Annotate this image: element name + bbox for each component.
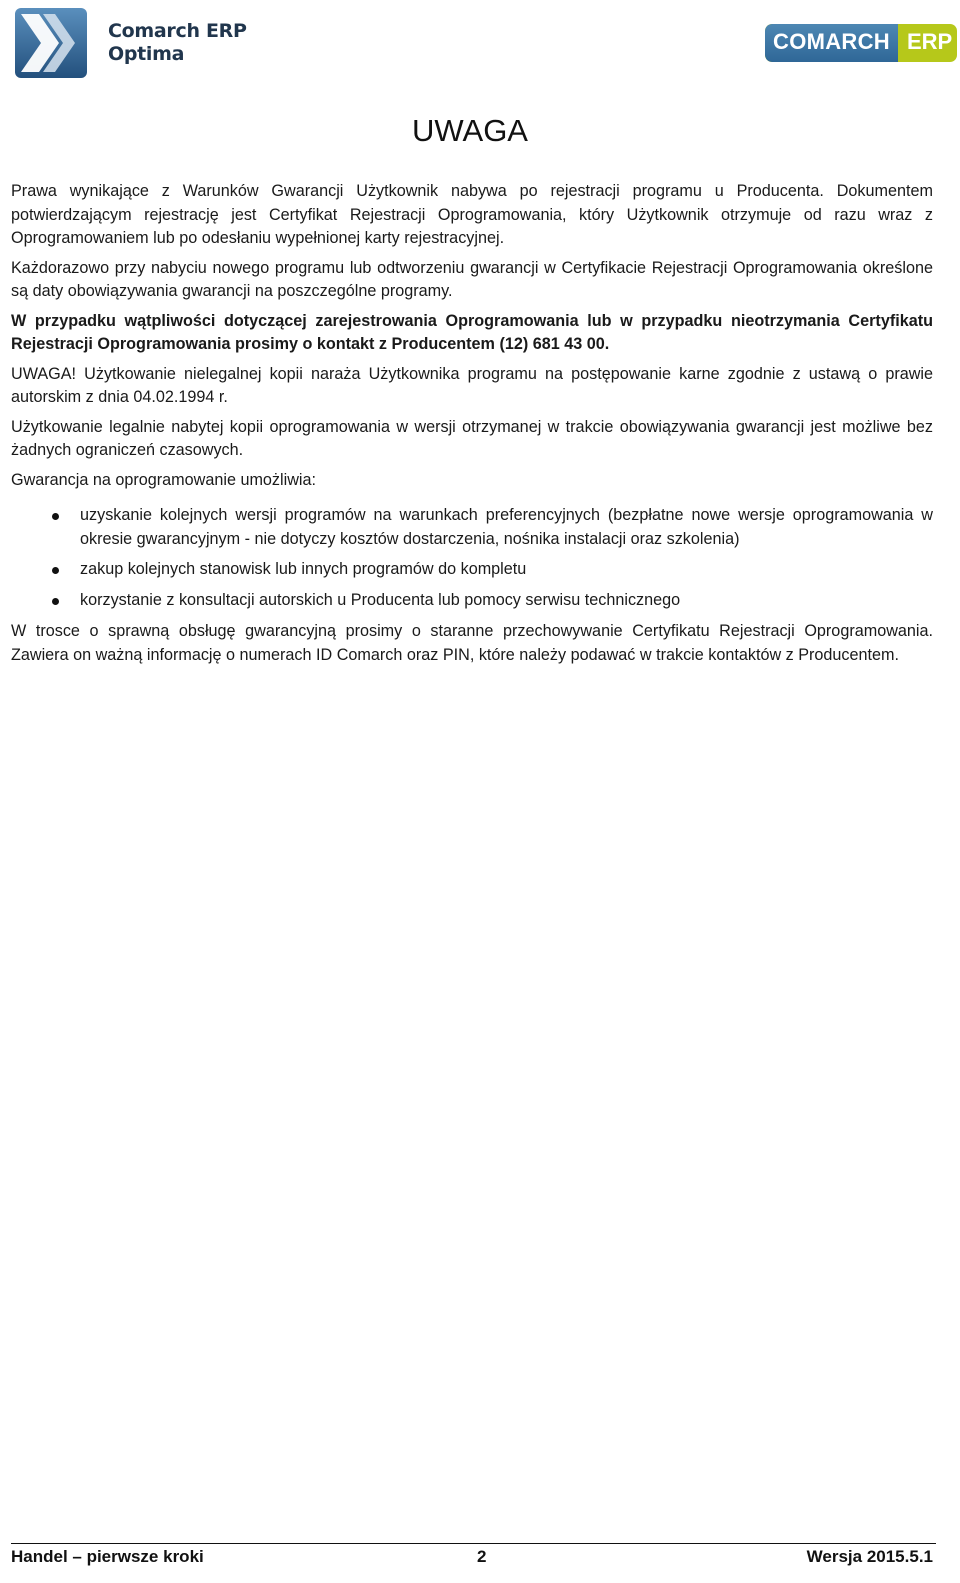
list-item-text: korzystanie z konsultacji autorskich u Producenta lub pomocy serwisu technicznego [80, 590, 681, 609]
list-item [11, 589, 933, 613]
paragraph-certificate-dates: Każdorazowo przy nabyciu nowego programu lub odtworzeniu gwarancji w Certyfikacie Rejestracji Oprogramowania określone są daty obowiązywania gwarancji na poszczególne programy. [11, 258, 933, 300]
page-footer [11, 1547, 933, 1571]
paragraph-illegal-copy-warning: UWAGA! Użytkowanie nielegalnej kopii naraża Użytkownika programu na postępowanie karne zgodnie z ustawą o prawie autorskim z dnia 04.02.1994 r. [11, 364, 933, 406]
footer-page-number: 2 [477, 1547, 487, 1566]
paragraph-registration: Prawa wynikające z Warunków Gwarancji Użytkownik nabywa po rejestracji programu u Producenta. Dokumentem potwierdzającym rejestrację jest Certyfikat Rejestracji Oprogramowania, który Użytkownik otrzymuje od razu wraz z Oprogramowaniem lub po odesłaniu wypełnionej karty rejestracyjnej. [11, 182, 933, 247]
footer-document-title: Handel – pierwsze kroki [11, 1547, 204, 1566]
comarch-logo-text: COMARCH [773, 29, 890, 54]
bullet-icon [52, 513, 59, 520]
page-title: UWAGA [412, 113, 528, 148]
list-item-text: uzyskanie kolejnych wersji programów na warunkach preferencyjnych (bezpłatne nowe wersje oprogramowania w okresie gwarancyjnym - nie dotyczy kosztów dostarczenia, nośnika instalacji oraz szkolenia) [80, 506, 933, 548]
page-header [0, 0, 960, 90]
bullet-icon [52, 567, 59, 574]
footer-divider [11, 1543, 936, 1544]
document-body [11, 180, 933, 673]
erp-logo-text: ERP [907, 29, 953, 54]
brand-line-2: Optima [108, 43, 185, 65]
paragraph-warranty-intro: Gwarancja na oprogramowanie umożliwia: [11, 470, 317, 489]
list-item [11, 558, 933, 582]
warranty-benefits-list [11, 504, 933, 612]
comarch-erp-logo [765, 24, 957, 62]
paragraph-contact: W przypadku wątpliwości dotyczącej zarejestrowania Oprogramowania lub w przypadku nieotrzymania Certyfikatu Rejestracji Oprogramowania prosimy o kontakt z Producentem (12) 681 43 00. [11, 311, 933, 353]
list-item [11, 504, 933, 551]
bullet-icon [52, 598, 59, 605]
optima-chevron-icon [15, 8, 87, 78]
comarch-erp-optima-logo [15, 8, 255, 78]
list-item-text: zakup kolejnych stanowisk lub innych programów do kompletu [80, 560, 527, 578]
footer-version: Wersja 2015.5.1 [806, 1547, 933, 1566]
brand-line-1: Comarch ERP [108, 20, 247, 42]
paragraph-closing: W trosce o sprawną obsługę gwarancyjną prosimy o staranne przechowywanie Certyfikatu Rejestracji Oprogramowania. Zawiera on ważną informację o numerach ID Comarch oraz PIN, które należy podawać w trakcie kontaktów z Producentem. [11, 622, 933, 664]
paragraph-legal-use: Użytkowanie legalnie nabytej kopii oprogramowania w wersji otrzymanej w trakcie obowiązywania gwarancji jest możliwe bez żadnych ograniczeń czasowych. [11, 417, 933, 459]
